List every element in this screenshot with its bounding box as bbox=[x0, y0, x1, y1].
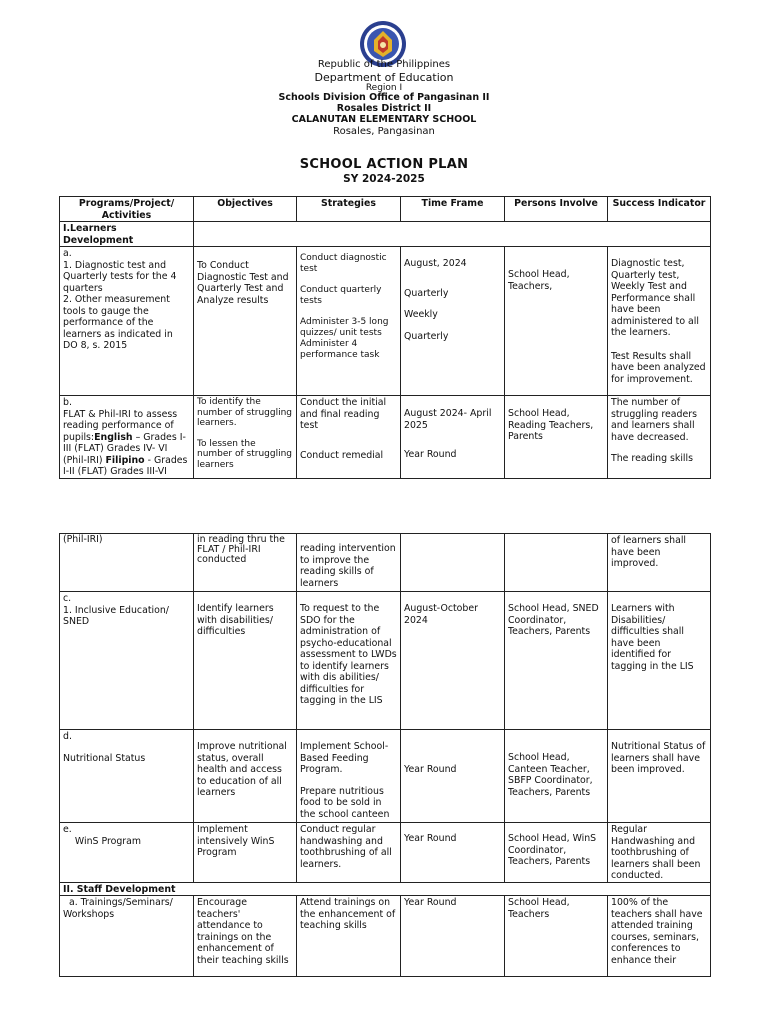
objective-cell: Implement intensively WinS Program bbox=[194, 823, 297, 883]
indicator-cell: Learners with Disabilities/ difficulties shall have been identified for tagging in the LIS bbox=[608, 592, 711, 730]
objective-cell: Encourage teachers' attendance to trainings on the enhancement of their teaching skills bbox=[194, 896, 297, 977]
time-frame-cell: Year Round bbox=[401, 896, 505, 977]
department-line: Department of Education bbox=[314, 71, 454, 84]
program-cell: (Phil-IRI) bbox=[60, 534, 194, 592]
persons-cell: School Head, Teachers, bbox=[505, 247, 608, 396]
indicator-cell: Diagnostic test, Quarterly test, Weekly Test and Performance shall have been administered to all the learners. Test Results shall have been analyzed for improvement. bbox=[608, 247, 711, 396]
table-row bbox=[60, 247, 711, 396]
persons-cell: School Head, WinS Coordinator, Teachers, Parents bbox=[505, 823, 608, 883]
objective-cell: Improve nutritional status, overall health and access to education of all learners bbox=[194, 730, 297, 823]
table-row bbox=[60, 823, 711, 883]
objective-cell: in reading thru the FLAT / Phil-IRI conducted bbox=[194, 534, 297, 592]
table-row bbox=[60, 730, 711, 823]
strategy-cell: Implement School-Based Feeding Program. Prepare nutritious food to be sold in the school canteen bbox=[297, 730, 401, 823]
program-cell: a. 1. Diagnostic test and Quarterly tests for the 4 quarters 2. Other measurement tools to gauge the performance of the learners as indicated in DO 8, s. 2015 bbox=[60, 247, 194, 396]
program-cell: a. Trainings/Seminars/ Workshops bbox=[60, 896, 194, 977]
indicator-cell: of learners shall have been improved. bbox=[608, 534, 711, 592]
column-header-persons: Persons Involve bbox=[505, 197, 608, 222]
time-frame-cell: Year Round bbox=[401, 823, 505, 883]
persons-cell: School Head, Canteen Teacher, SBFP Coordinator, Teachers, Parents bbox=[505, 730, 608, 823]
strategy-cell: Attend trainings on the enhancement of teaching skills bbox=[297, 896, 401, 977]
republic-line: Republic of the Philippines bbox=[317, 59, 451, 70]
time-frame-cell: August-October 2024 bbox=[401, 592, 505, 730]
table-row bbox=[60, 396, 711, 479]
document-title: SCHOOL ACTION PLAN bbox=[299, 157, 469, 172]
column-header-time-frame: Time Frame bbox=[401, 197, 505, 222]
time-frame-cell: Year Round bbox=[401, 730, 505, 823]
strategy-cell: Conduct diagnostic test Conduct quarterly tests Administer 3-5 long quizzes/ unit tests Administer 4 performance task bbox=[297, 247, 401, 396]
time-frame-cell: August 2024- April 2025 Year Round bbox=[401, 396, 505, 479]
indicator-cell: Regular Handwashing and toothbrushing of learners shall been conducted. bbox=[608, 823, 711, 883]
action-plan-table-page1 bbox=[59, 196, 710, 477]
table-row bbox=[60, 592, 711, 730]
strategy-cell: reading intervention to improve the reading skills of learners bbox=[297, 534, 401, 592]
division-line: Schools Division Office of Pangasinan II bbox=[278, 92, 490, 103]
school-location: Rosales, Pangasinan bbox=[333, 126, 435, 137]
column-header-programs: Programs/Project/ Activities bbox=[60, 197, 194, 222]
section-row bbox=[60, 222, 711, 247]
table-row bbox=[60, 896, 711, 977]
persons-cell: School Head, Reading Teachers, Parents bbox=[505, 396, 608, 479]
strategy-cell: To request to the SDO for the administration of psycho-educational assessment to LWDs to identify learners with dis abilities/ difficulties for tagging in the LIS bbox=[297, 592, 401, 730]
indicator-cell: 100% of the teachers shall have attended training courses, seminars, conferences to enhance their bbox=[608, 896, 711, 977]
persons-cell: School Head, SNED Coordinator, Teachers, Parents bbox=[505, 592, 608, 730]
program-cell: e. WinS Program bbox=[60, 823, 194, 883]
objective-cell: To identify the number of struggling learners. To lessen the number of struggling learners bbox=[194, 396, 297, 479]
program-cell: d. Nutritional Status bbox=[60, 730, 194, 823]
table-header-row bbox=[60, 197, 711, 222]
column-header-success-indicator: Success Indicator bbox=[608, 197, 711, 222]
school-name: CALANUTAN ELEMENTARY SCHOOL bbox=[291, 114, 477, 125]
district-line: Rosales District II bbox=[336, 103, 432, 114]
time-frame-cell: August, 2024 Quarterly Weekly Quarterly bbox=[401, 247, 505, 396]
indicator-cell: Nutritional Status of learners shall have been improved. bbox=[608, 730, 711, 823]
objective-cell: To Conduct Diagnostic Test and Quarterly Test and Analyze results bbox=[194, 247, 297, 396]
persons-cell: School Head, Teachers bbox=[505, 896, 608, 977]
indicator-cell: The number of struggling readers and learners shall have decreased. The reading skills bbox=[608, 396, 711, 479]
column-header-objectives: Objectives bbox=[194, 197, 297, 222]
program-cell: c. 1. Inclusive Education/ SNED bbox=[60, 592, 194, 730]
section-heading-staff: II. Staff Development bbox=[60, 882, 711, 896]
school-year: SY 2024-2025 bbox=[343, 173, 425, 185]
column-header-strategies: Strategies bbox=[297, 197, 401, 222]
region-line: Region I bbox=[365, 83, 403, 93]
strategy-cell: Conduct regular handwashing and toothbrushing of all learners. bbox=[297, 823, 401, 883]
program-cell: b. FLAT & Phil-IRI to assess reading performance of pupils:English – Grades I-III (FLAT) Grades IV- VI (Phil-IRI) Filipino - Grades I-II (FLAT) Grades III-VI bbox=[60, 396, 194, 479]
table-row-continued bbox=[60, 534, 711, 592]
section-row bbox=[60, 882, 711, 896]
objective-cell: Identify learners with disabilities/ difficulties bbox=[194, 592, 297, 730]
action-plan-table-page2 bbox=[59, 533, 710, 973]
strategy-cell: Conduct the initial and final reading test Conduct remedial bbox=[297, 396, 401, 479]
section-heading-learners: I.Learners Development bbox=[60, 222, 194, 247]
